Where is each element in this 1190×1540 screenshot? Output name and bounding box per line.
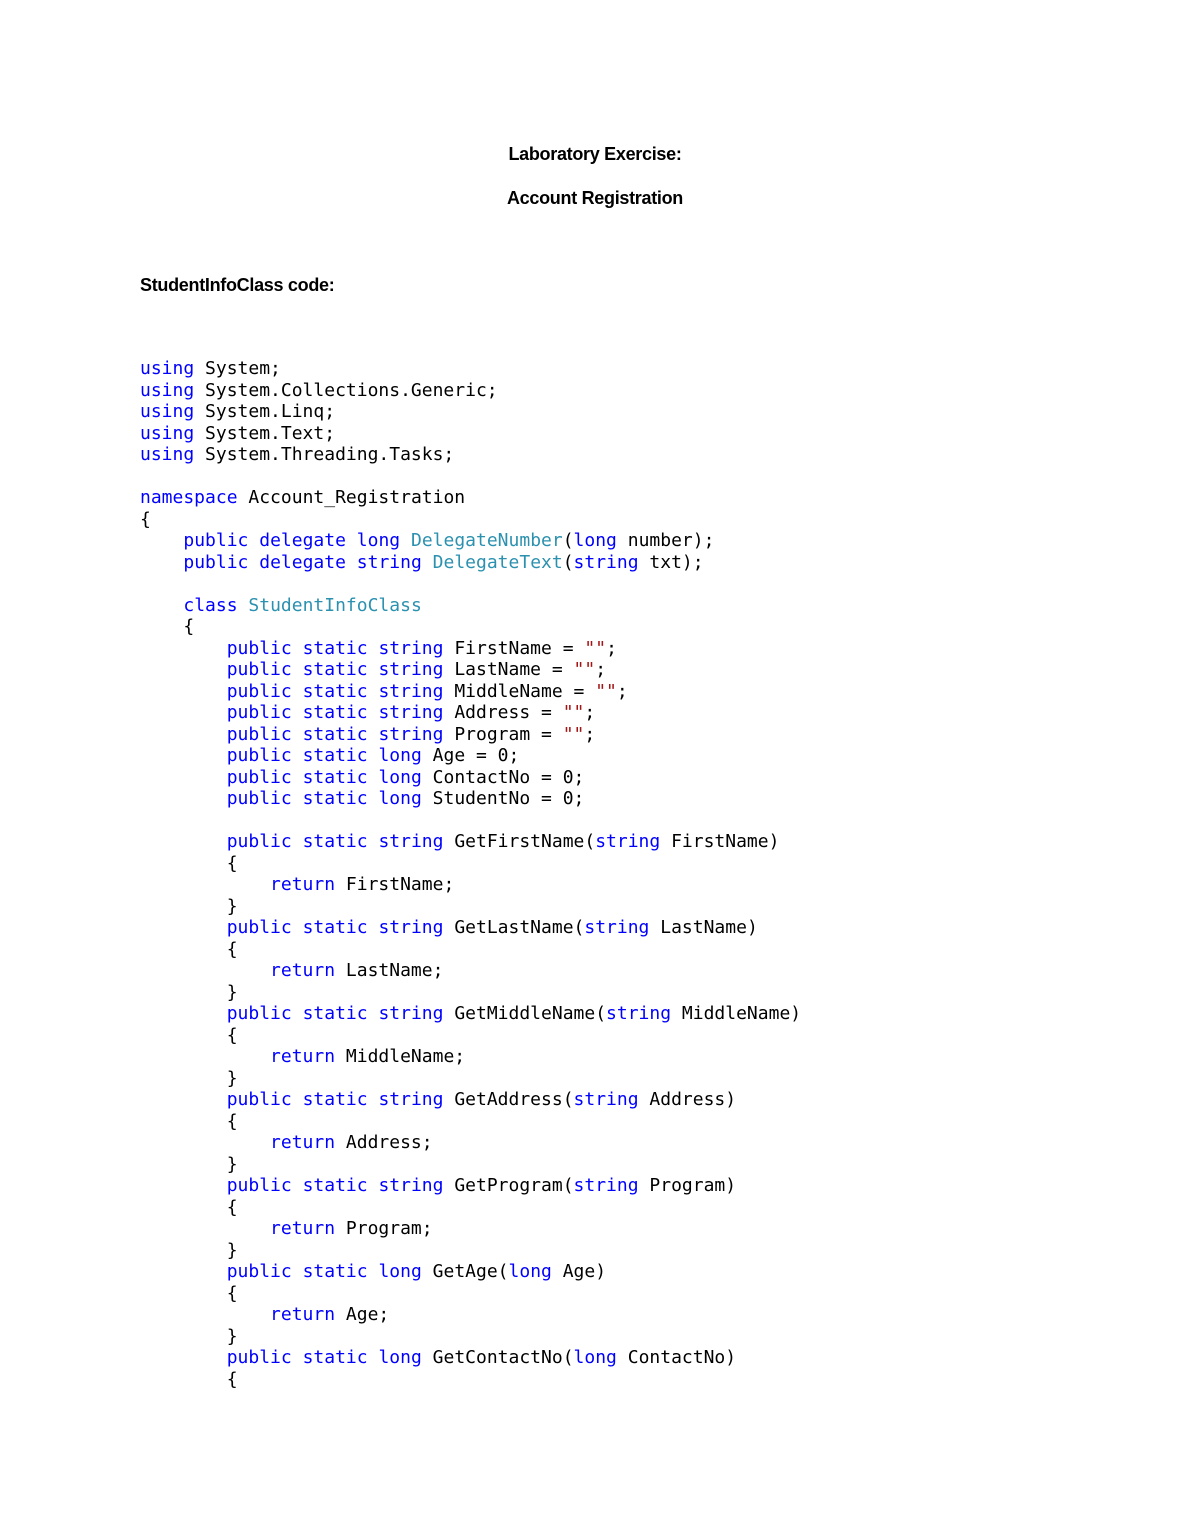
- code-keyword: using: [140, 422, 195, 444]
- code-text: [292, 638, 303, 659]
- code-keyword: public: [226, 1089, 292, 1110]
- code-text: [140, 1347, 227, 1368]
- code-keyword: string: [356, 551, 422, 573]
- code-keyword: using: [140, 358, 195, 379]
- code-line: [140, 724, 801, 746]
- code-keyword: return: [270, 1304, 336, 1325]
- code-line: [140, 401, 801, 423]
- code-text: ;: [584, 702, 596, 723]
- code-text: [140, 745, 227, 766]
- code-text: ;: [616, 680, 628, 702]
- code-text: [368, 831, 379, 852]
- code-text: [248, 530, 259, 551]
- code-keyword: string: [378, 1089, 444, 1110]
- code-line: [140, 380, 801, 402]
- code-line: [140, 874, 801, 896]
- code-text: StudentNo = 0;: [421, 788, 585, 809]
- code-text: LastName =: [443, 659, 574, 680]
- code-keyword: static: [302, 702, 368, 723]
- code-line: [140, 487, 801, 509]
- code-line: [140, 530, 801, 552]
- code-keyword: public: [226, 1347, 292, 1368]
- code-text: [292, 681, 303, 702]
- code-text: [292, 767, 303, 788]
- code-keyword: static: [302, 831, 368, 852]
- code-text: }: [140, 981, 238, 1003]
- code-text: [140, 595, 183, 616]
- code-keyword: public: [226, 702, 292, 723]
- code-text: ContactNo = 0;: [421, 766, 585, 788]
- code-text: [140, 874, 270, 895]
- code-text: GetProgram(: [443, 1175, 574, 1196]
- code-line: [140, 960, 801, 982]
- code-keyword: public: [226, 1261, 292, 1282]
- code-text: [368, 745, 379, 766]
- code-text: [368, 1347, 379, 1368]
- code-keyword: string: [606, 1003, 672, 1024]
- code-keyword: string: [378, 637, 444, 659]
- code-text: {: [140, 1282, 238, 1304]
- code-text: [292, 917, 303, 938]
- code-type-name: DelegateNumber: [410, 530, 563, 551]
- code-keyword: public: [226, 637, 292, 659]
- code-text: System.Threading.Tasks;: [194, 444, 455, 465]
- code-line: [140, 509, 801, 531]
- code-text: ;: [595, 659, 607, 680]
- code-keyword: return: [270, 1132, 336, 1153]
- code-text: [140, 767, 227, 788]
- code-text: [292, 702, 303, 723]
- code-text: [292, 1261, 303, 1282]
- code-keyword: return: [270, 874, 336, 895]
- code-keyword: static: [302, 745, 368, 766]
- code-text: [238, 595, 249, 616]
- code-text: }: [140, 1325, 238, 1347]
- code-text: System.Linq;: [194, 401, 336, 422]
- code-line: [140, 767, 801, 789]
- code-text: {: [140, 508, 151, 530]
- code-text: GetMiddleName(: [443, 1003, 607, 1024]
- code-text: [368, 724, 379, 745]
- code-keyword: long: [573, 1347, 617, 1368]
- code-line: [140, 1304, 801, 1326]
- code-line: [140, 1046, 801, 1068]
- code-text: [368, 702, 379, 723]
- code-line: [140, 896, 801, 918]
- code-keyword: long: [378, 745, 422, 766]
- code-text: (: [562, 530, 574, 551]
- code-text: [368, 1003, 379, 1024]
- code-line: [140, 853, 801, 875]
- code-text: [368, 659, 379, 680]
- code-line: [140, 745, 801, 767]
- code-text: FirstName =: [443, 637, 585, 659]
- code-text: Account_Registration: [237, 487, 466, 508]
- code-text: {: [140, 852, 238, 874]
- code-text: [346, 530, 357, 551]
- code-keyword: return: [270, 960, 336, 981]
- code-text: Program;: [335, 1218, 433, 1239]
- code-text: [292, 1175, 303, 1196]
- code-text: }: [140, 1067, 238, 1089]
- code-text: System;: [194, 358, 281, 379]
- code-line: [140, 982, 801, 1004]
- code-keyword: public: [226, 1003, 292, 1024]
- code-text: [368, 917, 379, 938]
- code-text: GetAge(: [421, 1261, 509, 1282]
- code-keyword: static: [302, 788, 368, 809]
- code-text: {: [140, 1110, 238, 1132]
- code-text: number);: [616, 530, 715, 551]
- code-line: [140, 1003, 801, 1025]
- code-keyword: string: [573, 1175, 639, 1196]
- code-text: {: [140, 1368, 238, 1390]
- code-string-literal: "": [562, 702, 585, 723]
- code-text: [292, 831, 303, 852]
- code-text: Address;: [335, 1132, 433, 1153]
- code-text: [140, 702, 227, 723]
- code-text: txt);: [638, 551, 704, 573]
- code-text: [292, 1347, 303, 1368]
- code-text: [140, 917, 227, 938]
- code-text: [292, 724, 303, 745]
- code-line: [140, 1132, 801, 1154]
- code-line: [140, 917, 801, 939]
- code-line: [140, 1283, 801, 1305]
- code-text: [400, 530, 411, 551]
- code-line: [140, 1068, 801, 1090]
- code-text: [368, 638, 379, 659]
- code-line: [140, 423, 801, 445]
- code-text: System.Text;: [194, 422, 336, 444]
- code-text: Age = 0;: [421, 745, 520, 766]
- code-keyword: long: [378, 1347, 422, 1368]
- code-keyword: static: [302, 1175, 368, 1196]
- code-line: [140, 810, 801, 832]
- code-text: [368, 788, 379, 809]
- code-text: [292, 788, 303, 809]
- code-keyword: using: [140, 401, 195, 422]
- code-keyword: public: [226, 659, 292, 680]
- code-text: [140, 552, 183, 573]
- code-line: [140, 444, 801, 466]
- code-keyword: public: [183, 551, 249, 573]
- code-text: (: [562, 551, 574, 573]
- code-keyword: static: [302, 659, 368, 680]
- code-line: [140, 659, 801, 681]
- code-keyword: string: [584, 917, 650, 938]
- code-line: [140, 573, 801, 595]
- code-keyword: public: [226, 1175, 292, 1196]
- code-keyword: class: [183, 594, 238, 616]
- code-line: [140, 1175, 801, 1197]
- code-keyword: string: [378, 831, 444, 852]
- code-text: [140, 1218, 270, 1239]
- code-keyword: long: [573, 530, 617, 551]
- code-line: [140, 702, 801, 724]
- code-text: FirstName): [660, 831, 780, 852]
- code-keyword: long: [378, 788, 422, 809]
- code-string-literal: "": [595, 680, 617, 702]
- code-line: [140, 1025, 801, 1047]
- code-line: [140, 1326, 801, 1348]
- code-text: [368, 1175, 379, 1196]
- code-keyword: static: [302, 1261, 368, 1282]
- code-keyword: static: [302, 1089, 368, 1110]
- code-string-literal: "": [584, 637, 607, 659]
- code-keyword: static: [302, 637, 368, 659]
- code-keyword: delegate: [259, 530, 346, 551]
- code-line: [140, 939, 801, 961]
- code-text: [346, 552, 357, 573]
- code-keyword: public: [226, 917, 292, 938]
- code-text: [140, 659, 227, 680]
- code-text: [292, 659, 303, 680]
- code-text: }: [140, 1239, 238, 1261]
- code-type-name: StudentInfoClass: [248, 594, 422, 616]
- code-keyword: string: [573, 1089, 639, 1110]
- code-text: [140, 1046, 270, 1067]
- code-text: [292, 1089, 303, 1110]
- code-text: Address =: [443, 702, 563, 723]
- document-subtitle: Account Registration: [506, 188, 683, 208]
- section-heading: StudentInfoClass code:: [140, 275, 335, 295]
- code-keyword: long: [378, 766, 422, 788]
- code-block: [140, 358, 801, 1390]
- code-keyword: static: [302, 723, 368, 745]
- code-line: [140, 1347, 801, 1369]
- code-keyword: using: [140, 379, 195, 401]
- code-text: [140, 788, 227, 809]
- code-text: Address): [638, 1089, 737, 1110]
- code-keyword: string: [378, 1003, 444, 1024]
- code-keyword: public: [226, 831, 292, 852]
- code-text: Program =: [443, 723, 563, 745]
- code-text: [140, 831, 227, 852]
- code-type-name: DelegateText: [432, 551, 563, 573]
- code-keyword: public: [226, 723, 292, 745]
- code-text: MiddleName =: [443, 680, 596, 702]
- code-string-literal: "": [573, 659, 596, 680]
- code-text: [140, 1003, 227, 1024]
- document-title: Laboratory Exercise:: [508, 144, 682, 164]
- code-line: [140, 1089, 801, 1111]
- code-keyword: public: [226, 745, 292, 766]
- code-text: ContactNo): [616, 1347, 737, 1368]
- code-string-literal: "": [562, 723, 585, 745]
- code-text: [140, 638, 227, 659]
- code-keyword: static: [302, 917, 368, 938]
- code-line: [140, 466, 801, 488]
- code-text: MiddleName;: [335, 1046, 466, 1067]
- code-text: [140, 1175, 227, 1196]
- code-line: [140, 1261, 801, 1283]
- code-text: [248, 552, 259, 573]
- code-text: GetFirstName(: [443, 831, 596, 852]
- code-keyword: return: [270, 1046, 336, 1067]
- code-keyword: static: [302, 1003, 368, 1024]
- code-text: [368, 1089, 379, 1110]
- code-text: [368, 767, 379, 788]
- code-text: GetLastName(: [443, 917, 585, 938]
- code-keyword: static: [302, 680, 368, 702]
- code-keyword: public: [226, 766, 292, 788]
- code-line: [140, 1218, 801, 1240]
- code-line: [140, 638, 801, 660]
- code-text: LastName): [649, 917, 758, 938]
- code-line: [140, 1111, 801, 1133]
- code-keyword: static: [302, 1347, 368, 1368]
- code-text: [140, 530, 183, 551]
- code-text: [422, 552, 433, 573]
- code-text: [140, 681, 227, 702]
- code-keyword: string: [378, 917, 444, 938]
- code-keyword: string: [378, 659, 444, 680]
- code-keyword: string: [595, 831, 661, 852]
- code-text: [140, 960, 270, 981]
- code-text: GetContactNo(: [421, 1347, 574, 1368]
- code-text: ;: [606, 637, 617, 659]
- code-line: [140, 616, 801, 638]
- code-keyword: namespace: [140, 487, 238, 508]
- code-keyword: static: [302, 766, 368, 788]
- code-text: {: [140, 1024, 238, 1046]
- code-text: [292, 745, 303, 766]
- code-keyword: public: [226, 788, 292, 809]
- code-text: Age): [551, 1261, 607, 1282]
- code-text: MiddleName): [671, 1003, 802, 1024]
- code-text: }: [140, 1153, 238, 1175]
- code-text: [140, 724, 227, 745]
- code-line: [140, 1154, 801, 1176]
- code-text: }: [140, 895, 238, 917]
- code-text: Program): [638, 1175, 737, 1196]
- code-text: Age;: [335, 1304, 390, 1325]
- code-text: [140, 1261, 227, 1282]
- code-keyword: string: [378, 1175, 444, 1196]
- code-keyword: long: [378, 1261, 422, 1282]
- code-keyword: string: [378, 680, 444, 702]
- code-keyword: long: [356, 530, 401, 551]
- code-text: GetAddress(: [443, 1089, 574, 1110]
- code-keyword: using: [140, 444, 195, 465]
- code-line: [140, 552, 801, 574]
- code-text: [140, 1132, 270, 1153]
- code-text: System.Collections.Generic;: [194, 379, 498, 401]
- code-line: [140, 788, 801, 810]
- code-keyword: string: [573, 551, 639, 573]
- code-text: [140, 1089, 227, 1110]
- code-line: [140, 595, 801, 617]
- code-text: LastName;: [335, 960, 444, 981]
- code-line: [140, 1240, 801, 1262]
- code-text: {: [140, 938, 238, 960]
- code-keyword: string: [378, 702, 444, 723]
- code-text: FirstName;: [335, 874, 455, 895]
- code-line: [140, 681, 801, 703]
- code-text: [292, 1003, 303, 1024]
- code-keyword: string: [378, 723, 444, 745]
- code-line: [140, 1197, 801, 1219]
- code-text: {: [140, 1196, 238, 1218]
- code-keyword: public: [183, 530, 249, 551]
- code-text: {: [140, 616, 195, 637]
- code-line: [140, 1369, 801, 1391]
- code-keyword: public: [226, 680, 292, 702]
- code-line: [140, 831, 801, 853]
- code-keyword: long: [508, 1261, 552, 1282]
- code-text: [368, 681, 379, 702]
- code-keyword: return: [270, 1218, 336, 1239]
- code-keyword: delegate: [259, 551, 346, 573]
- code-text: [140, 1304, 270, 1325]
- code-text: [368, 1261, 379, 1282]
- code-line: [140, 358, 801, 380]
- code-text: ;: [584, 723, 596, 745]
